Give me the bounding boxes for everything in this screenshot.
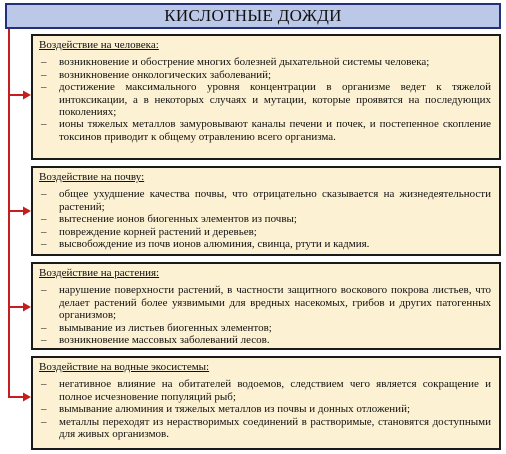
section-plants [31,262,501,350]
list-item: – возникновение и обострение многих болезней дыхательной системы человека; [39,56,491,68]
list-item: – вытеснение ионов биогенных элементов из почвы; [39,213,491,225]
connector-arrow-2 [9,207,31,216]
connector-arrow-3 [9,303,31,312]
list-item: – достижение максимального уровня концентрации в организме ведет к тяжелой интоксикации, а в некоторых случаях и мутации, которые проявятся на последующих поколениях; [39,81,491,118]
section-water [31,356,501,450]
list-item: – общее ухудшение качества почвы, что отрицательно сказывается на жизнедеятельности растений; [39,188,491,213]
list-item: – возникновение онкологических заболеваний; [39,69,491,81]
section-list [39,188,491,250]
section-heading: Воздействие на почву: [39,171,145,183]
list-item: – вымывание алюминия и тяжелых металлов из почвы и донных отложений; [39,403,491,415]
section-heading: Воздействие на водные экосистемы: [39,361,210,373]
section-soil [31,166,501,256]
section-list [39,378,491,440]
section-heading: Воздействие на растения: [39,267,160,279]
list-item: – негативное влияние на обитателей водоемов, следствием чего является сокращение и полное исчезновение популяций рыб; [39,378,491,403]
section-human [31,34,501,160]
list-item: – возникновение массовых заболеваний лесов. [39,334,491,346]
list-item: – металлы переходят из нерастворимых соединений в растворимые, становятся доступными для живых организмов. [39,416,491,441]
list-item: – высвобождение из почв ионов алюминия, свинца, ртути и кадмия. [39,238,491,250]
list-item: – повреждение корней растений и деревьев; [39,226,491,238]
section-list [39,284,491,346]
section-list [39,56,491,143]
list-item: – ионы тяжелых металлов замуровывают каналы печени и почек, и постепенное скопление токсинов приводит к общему отравлению всего организма. [39,118,491,143]
section-heading: Воздействие на человека: [39,39,159,51]
list-item: – нарушение поверхности растений, в частности защитного воскового покрова листьев, что делает растений более уязвимыми для вредных насекомых, грибов и других патогенных организмов; [39,284,491,321]
list-item: – вымывание из листьев биогенных элементов; [39,322,491,334]
diagram-title: КИСЛОТНЫЕ ДОЖДИ [5,3,501,29]
connector-arrow-4 [9,393,31,402]
connector-arrow-1 [9,91,31,100]
